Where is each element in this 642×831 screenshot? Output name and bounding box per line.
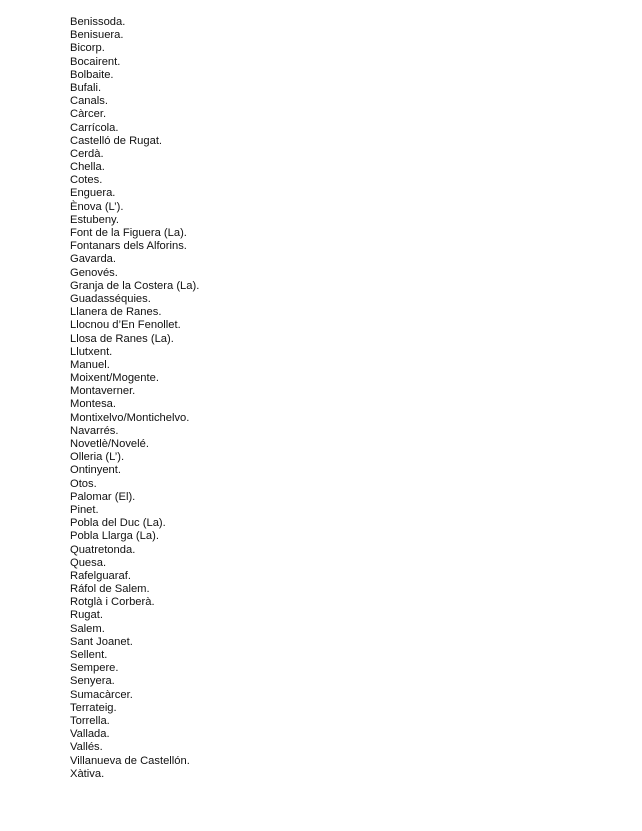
municipality-item: Salem. xyxy=(70,622,105,635)
municipality-item: Estubeny. xyxy=(70,213,119,226)
municipality-item: Sempere. xyxy=(70,662,119,675)
municipality-item: Rotglà i Corberà. xyxy=(70,596,155,609)
municipality-item: Bolbaite. xyxy=(70,68,114,81)
municipality-item: Moixent/Mogente. xyxy=(70,372,159,385)
municipality-item: Llutxent. xyxy=(70,345,113,358)
municipality-item: Vallés. xyxy=(70,741,103,754)
municipality-item: Cerdà. xyxy=(70,147,104,160)
municipality-item: Otos. xyxy=(70,477,97,490)
municipality-item: Llocnou d’En Fenollet. xyxy=(70,319,181,332)
municipality-item: Senyera. xyxy=(70,675,115,688)
municipality-item: Sumacàrcer. xyxy=(70,688,133,701)
municipality-item: Llanera de Ranes. xyxy=(70,306,162,319)
municipality-item: Chella. xyxy=(70,161,105,174)
municipality-item: Genovés. xyxy=(70,266,118,279)
municipality-item: Benissoda. xyxy=(70,16,126,28)
municipality-item: Benisuera. xyxy=(70,29,124,42)
municipality-item: Quatretonda. xyxy=(70,543,136,556)
municipality-item: Sant Joanet. xyxy=(70,635,133,648)
municipality-item: Carrícola. xyxy=(70,121,119,134)
municipality-item: Enguera. xyxy=(70,187,116,200)
municipality-item: Villanueva de Castellón. xyxy=(70,754,190,767)
municipality-item: Palomar (El). xyxy=(70,490,136,503)
municipality-item: Gavarda. xyxy=(70,253,117,266)
municipality-item: Pinet. xyxy=(70,503,99,516)
municipality-item: Bufali. xyxy=(70,81,102,94)
municipality-item: Sellent. xyxy=(70,649,108,661)
municipality-item: Fontanars dels Alforins. xyxy=(70,240,187,253)
municipality-item: Rugat. xyxy=(70,609,103,622)
municipality-item: Rafelguaraf. xyxy=(70,569,131,582)
municipality-item: Font de la Figuera (La). xyxy=(70,227,187,239)
municipality-item: Terrateig. xyxy=(70,701,117,714)
municipality-item: Pobla Llarga (La). xyxy=(70,530,159,543)
municipality-item: Canals. xyxy=(70,95,108,108)
municipality-item: Castelló de Rugat. xyxy=(70,134,163,147)
municipality-item: Cotes. xyxy=(70,174,103,187)
municipality-item: Ontinyent. xyxy=(70,464,121,477)
municipality-item: Guadasséquies. xyxy=(70,292,151,305)
municipality-item: Bicorp. xyxy=(70,42,105,55)
municipality-item: Ráfol de Salem. xyxy=(70,583,150,596)
municipality-item: Montixelvo/Montichelvo. xyxy=(70,411,190,424)
municipality-item: Càrcer. xyxy=(70,108,107,121)
municipality-item: Novetlè/Novelé. xyxy=(70,438,149,450)
municipality-item: Xàtiva. xyxy=(70,767,105,780)
municipality-item: Manuel. xyxy=(70,358,110,371)
municipality-item: Montesa. xyxy=(70,398,117,411)
municipality-item: Olleria (L’). xyxy=(70,451,125,464)
municipality-item: Vallada. xyxy=(70,728,110,741)
municipality-item: Bocairent. xyxy=(70,55,121,68)
municipality-list xyxy=(70,16,199,781)
municipality-item: Granja de la Costera (La). xyxy=(70,279,200,292)
municipality-item: Quesa. xyxy=(70,556,107,569)
municipality-item: Navarrés. xyxy=(70,424,119,437)
municipality-item: Pobla del Duc (La). xyxy=(70,517,166,530)
municipality-item: Llosa de Ranes (La). xyxy=(70,332,174,345)
municipality-item: Torrella. xyxy=(70,714,110,727)
municipality-item: Ènova (L’). xyxy=(70,200,124,213)
municipality-item: Montaverner. xyxy=(70,385,136,398)
